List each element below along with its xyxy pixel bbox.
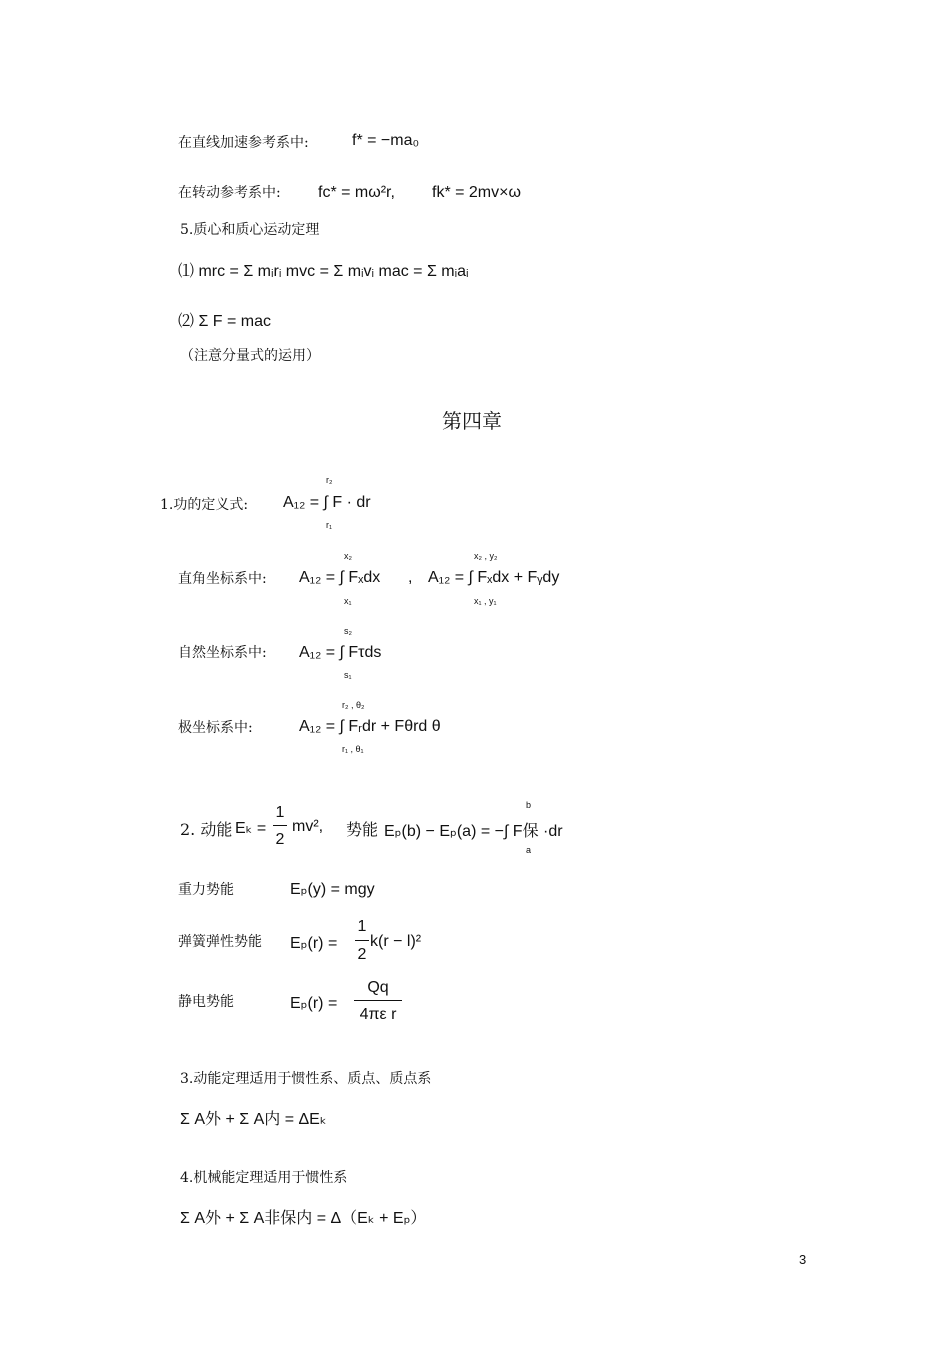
eq-coriolis-force: fk* = 2mv×ω xyxy=(432,184,521,201)
section-5-title: 5.质心和质心运动定理 xyxy=(180,222,320,238)
eq-work-cartesian-1d: A₁₂ = ∫ Fₓdx xyxy=(299,569,381,586)
label-polar: 极坐标系中: xyxy=(178,720,253,736)
eq-center-of-mass-1: ⑴ mrc = Σ mᵢrᵢ mvc = Σ mᵢvᵢ mac = Σ mᵢaᵢ xyxy=(178,263,469,280)
limit-lower: a xyxy=(526,845,532,855)
note-components: （注意分量式的运用） xyxy=(180,348,320,364)
fraction-denominator: 2 xyxy=(275,831,285,848)
fraction-bar xyxy=(354,1000,402,1001)
fraction-numerator: Qq xyxy=(367,979,389,996)
fraction-bar xyxy=(273,825,287,826)
eq-centrifugal-force: fc* = mω²r, xyxy=(318,184,395,201)
potential-energy-label: 势能 xyxy=(346,820,379,839)
fraction-denominator: 4πε r xyxy=(359,1006,397,1023)
eq-kinetic-energy-lhs: Eₖ = xyxy=(235,820,267,837)
fraction-bar xyxy=(355,940,369,941)
limit-upper: r₂ , θ₂ xyxy=(342,700,365,710)
page-number: 3 xyxy=(799,1252,807,1267)
limit-lower: x₁ , y₁ xyxy=(474,596,497,606)
limit-lower: s₁ xyxy=(344,670,352,680)
limit-upper: b xyxy=(526,800,532,810)
fraction-numerator: 1 xyxy=(357,918,367,935)
eq-electrostatic-pe-lhs: Eₚ(r) = xyxy=(290,995,338,1012)
limit-lower: x₁ xyxy=(344,596,352,606)
limit-lower: r₁ , θ₁ xyxy=(342,744,364,754)
label-cartesian: 直角坐标系中: xyxy=(178,571,267,587)
eq-center-of-mass-2: ⑵ Σ F = mac xyxy=(178,313,272,330)
eq-work-natural: A₁₂ = ∫ Fτds xyxy=(299,644,382,661)
comma: , xyxy=(408,569,413,586)
section-3-title: 3.动能定理适用于惯性系、质点、质点系 xyxy=(180,1071,432,1087)
eq-mechanical-energy-theorem: Σ A外 + Σ A非保内 = Δ（Eₖ + Eₚ） xyxy=(180,1210,427,1227)
section-4-title: 4.机械能定理适用于惯性系 xyxy=(180,1170,348,1186)
work-definition-label: 1.功的定义式: xyxy=(160,497,249,513)
limit-upper: s₂ xyxy=(344,626,352,636)
label-electrostatic-pe: 静电势能 xyxy=(178,994,234,1010)
label-natural-coords: 自然坐标系中: xyxy=(178,645,267,661)
fraction-numerator: 1 xyxy=(275,804,285,821)
label-spring-pe: 弹簧弹性势能 xyxy=(178,934,262,950)
kinetic-energy-label: 2. 动能 xyxy=(180,820,233,839)
eq-kinetic-energy-rhs: mv², xyxy=(292,818,324,835)
eq-spring-pe-lhs: Eₚ(r) = xyxy=(290,935,338,952)
limit-upper: x₂ xyxy=(344,551,352,561)
eq-work-definition: A₁₂ = ∫ F · dr xyxy=(283,494,371,511)
label-rotating-frame: 在转动参考系中: xyxy=(178,185,281,201)
limit-upper: x₂ , y₂ xyxy=(474,551,498,561)
label-gravity-pe: 重力势能 xyxy=(178,882,234,898)
eq-gravity-pe: Eₚ(y) = mgy xyxy=(290,881,375,898)
eq-spring-pe-rhs: k(r − l)² xyxy=(370,933,422,950)
eq-work-polar: A₁₂ = ∫ Fᵣdr + Fθrd θ xyxy=(299,718,441,735)
eq-work-cartesian-2d: A₁₂ = ∫ Fₓdx + Fᵧdy xyxy=(428,569,560,586)
label-linear-accel: 在直线加速参考系中: xyxy=(178,135,309,151)
eq-potential-energy: Eₚ(b) − Eₚ(a) = −∫ F保 ·dr xyxy=(384,823,563,840)
eq-work-energy-theorem: Σ A外 + Σ A内 = ΔEₖ xyxy=(180,1111,327,1128)
fraction-denominator: 2 xyxy=(357,946,367,963)
chapter-title: 第四章 xyxy=(442,409,502,433)
eq-linear-inertial-force: f* = −ma₀ xyxy=(352,132,420,149)
limit-upper: r₂ xyxy=(326,475,333,485)
limit-lower: r₁ xyxy=(326,520,333,530)
